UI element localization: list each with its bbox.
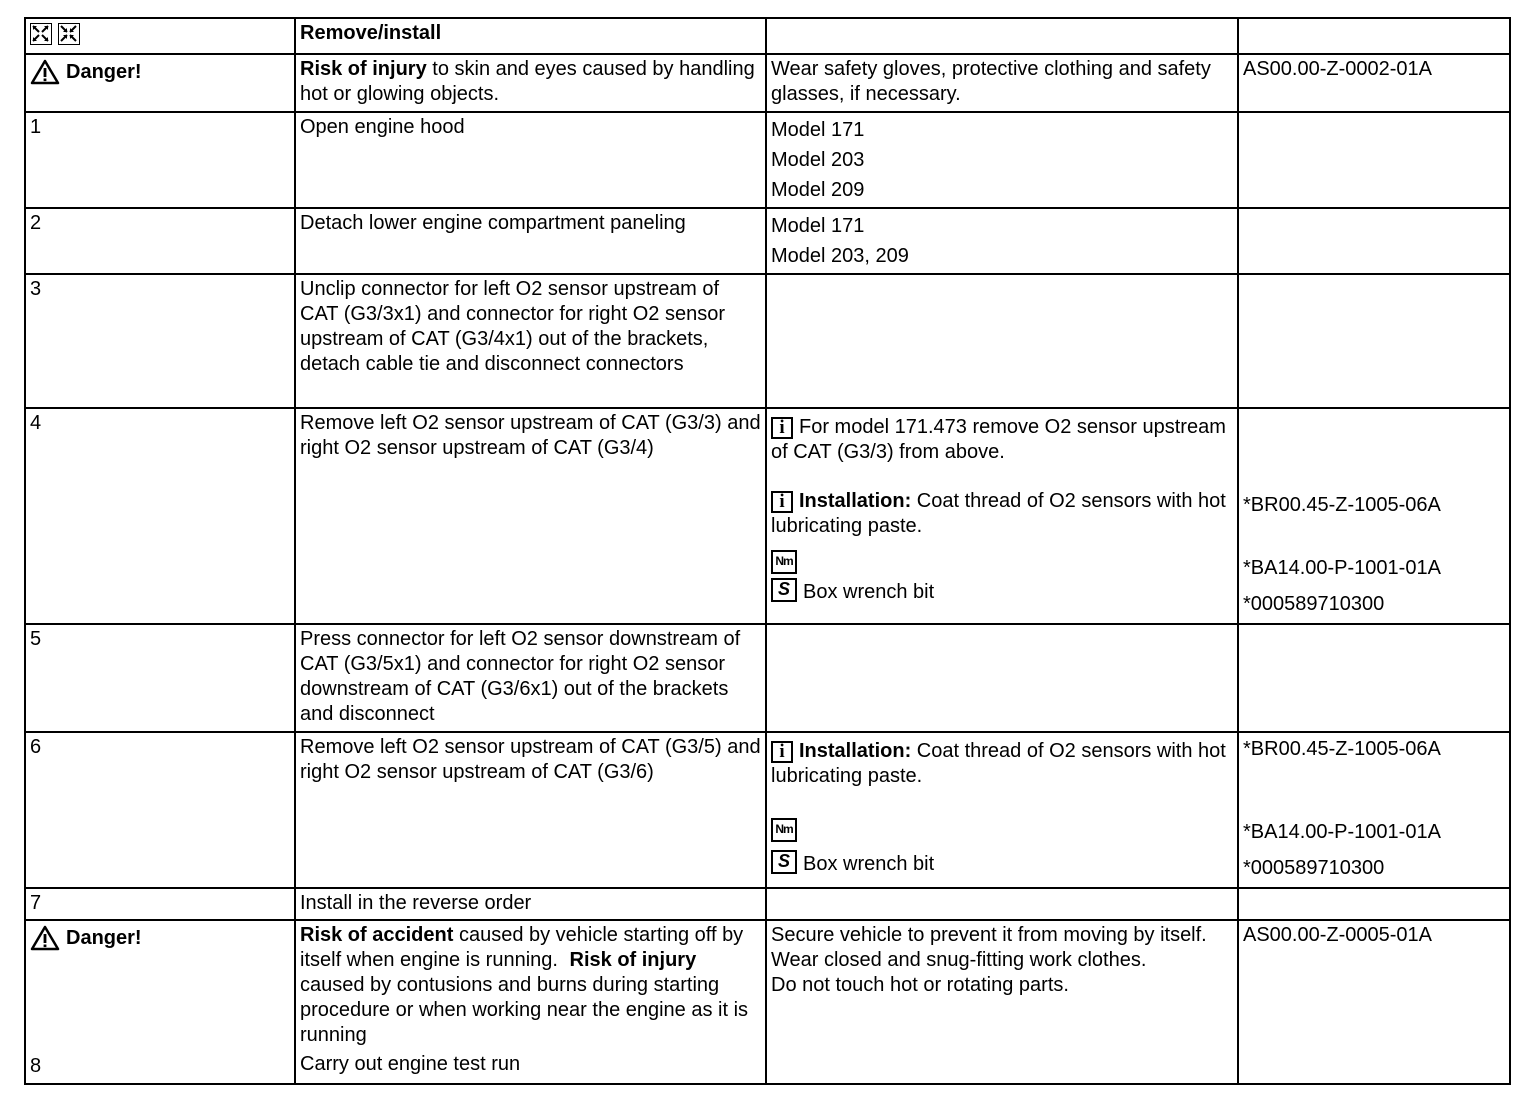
step-text: Detach lower engine compartment paneling [300,212,686,234]
info-icon: i [771,741,793,763]
step-text: Carry out engine test run [300,1053,521,1075]
procedure-table [24,17,1511,1085]
info-icon: i [771,491,793,513]
safety-measure: Secure vehicle to prevent it from moving by itself. [771,924,1207,946]
torque-ref-link[interactable]: *BA14.00-P-1001-01A [1243,557,1441,579]
step-text: Remove left O2 sensor upstream of CAT (G3/3) and right O2 sensor upstream of CAT (G3/4) [300,412,761,459]
danger-row-1 [25,54,1510,112]
model-note: Model 171 [771,119,865,141]
model-note: Model 203 [771,149,865,171]
step-row-4 [25,408,1510,624]
risk-title: Risk of injury [300,58,427,80]
torque-ref-link[interactable]: *BA14.00-P-1001-01A [1243,821,1441,843]
step-number: 1 [30,116,42,138]
model-note: Model 171 [771,215,865,237]
installation-label: Installation: [799,490,912,512]
installation-note: Coat thread of O2 sensors with hot lubricating paste. [771,740,1226,787]
torque-icon: Nm [771,550,797,574]
step-text: Remove left O2 sensor upstream of CAT (G3/5) and right O2 sensor upstream of CAT (G3/6) [300,736,761,783]
step-number: 4 [30,412,42,434]
torque-icon: Nm [771,818,797,842]
risk-text: to skin and eyes caused by handling hot or glowing objects. [300,58,755,105]
step-text: Install in the reverse order [300,892,532,914]
tool-label: Box wrench bit [803,580,935,603]
step-number: 5 [30,628,42,650]
danger-row-2 [25,920,1510,1084]
step-text: Unclip connector for left O2 sensor upstream of CAT (G3/3x1) and connector for right O2 sensor upstream of CAT (G3/4x1) out of the brackets, detach cable tie and disconnect connectors [300,278,726,375]
step-number: 8 [30,1055,42,1077]
step-row-2 [25,208,1510,274]
info-note: For model 171.473 remove O2 sensor upstream of CAT (G3/3) from above. [771,416,1226,463]
danger-label: Danger! [66,60,142,83]
warning-triangle-icon [30,59,60,85]
installation-label: Installation: [799,740,912,762]
tool-label: Box wrench bit [803,852,935,875]
safety-measure: Do not touch hot or rotating parts. [771,974,1069,996]
installation-ref-link[interactable]: *BR00.45-Z-1005-06A [1243,494,1441,516]
model-note: Model 203, 209 [771,245,909,267]
header-title [295,18,766,54]
collapse-all-icon[interactable] [58,23,80,45]
page-title: Remove/install [300,22,442,44]
risk-text: caused by contusions and burns during starting procedure or when working near the engine as it is running [300,974,749,1046]
step-number: 2 [30,212,42,234]
step-row-1 [25,112,1510,208]
step-row-3 [25,274,1510,408]
header-icons-cell [25,18,295,54]
risk-text: caused by vehicle starting off by itself when engine is running. [300,924,744,971]
risk-title: Risk of injury [569,949,697,971]
safety-measure: Wear safety gloves, protective clothing and safety glasses, if necessary. [771,58,1211,105]
special-tool-icon: S [771,578,797,602]
installation-ref-link[interactable]: *BR00.45-Z-1005-06A [1243,738,1441,760]
safety-ref-link[interactable]: AS00.00-Z-0005-01A [1243,924,1433,946]
step-row-6 [25,732,1510,888]
step-text: Open engine hood [300,116,465,138]
tool-ref-link[interactable]: *000589710300 [1243,593,1385,615]
danger-label: Danger! [66,926,142,949]
special-tool-icon: S [771,850,797,874]
header-row [25,18,1510,54]
step-number: 7 [30,892,42,914]
step-number: 6 [30,736,42,758]
expand-all-icon[interactable] [30,23,52,45]
step-number: 3 [30,278,42,300]
step-text: Press connector for left O2 sensor downstream of CAT (G3/5x1) and connector for right O2 sensor downstream of CAT (G3/6x1) out of the brackets and disconnect [300,628,741,725]
step-row-5 [25,624,1510,732]
risk-title: Risk of accident [300,924,454,946]
safety-measure: Wear closed and snug-fitting work clothes. [771,949,1147,971]
tool-ref-link[interactable]: *000589710300 [1243,857,1385,879]
step-row-7 [25,888,1510,920]
safety-ref-link[interactable]: AS00.00-Z-0002-01A [1243,58,1433,80]
info-icon: i [771,417,793,439]
warning-triangle-icon [30,925,60,951]
model-note: Model 209 [771,179,865,201]
installation-note: Coat thread of O2 sensors with hot lubricating paste. [771,490,1226,537]
risk-block [300,923,761,1048]
